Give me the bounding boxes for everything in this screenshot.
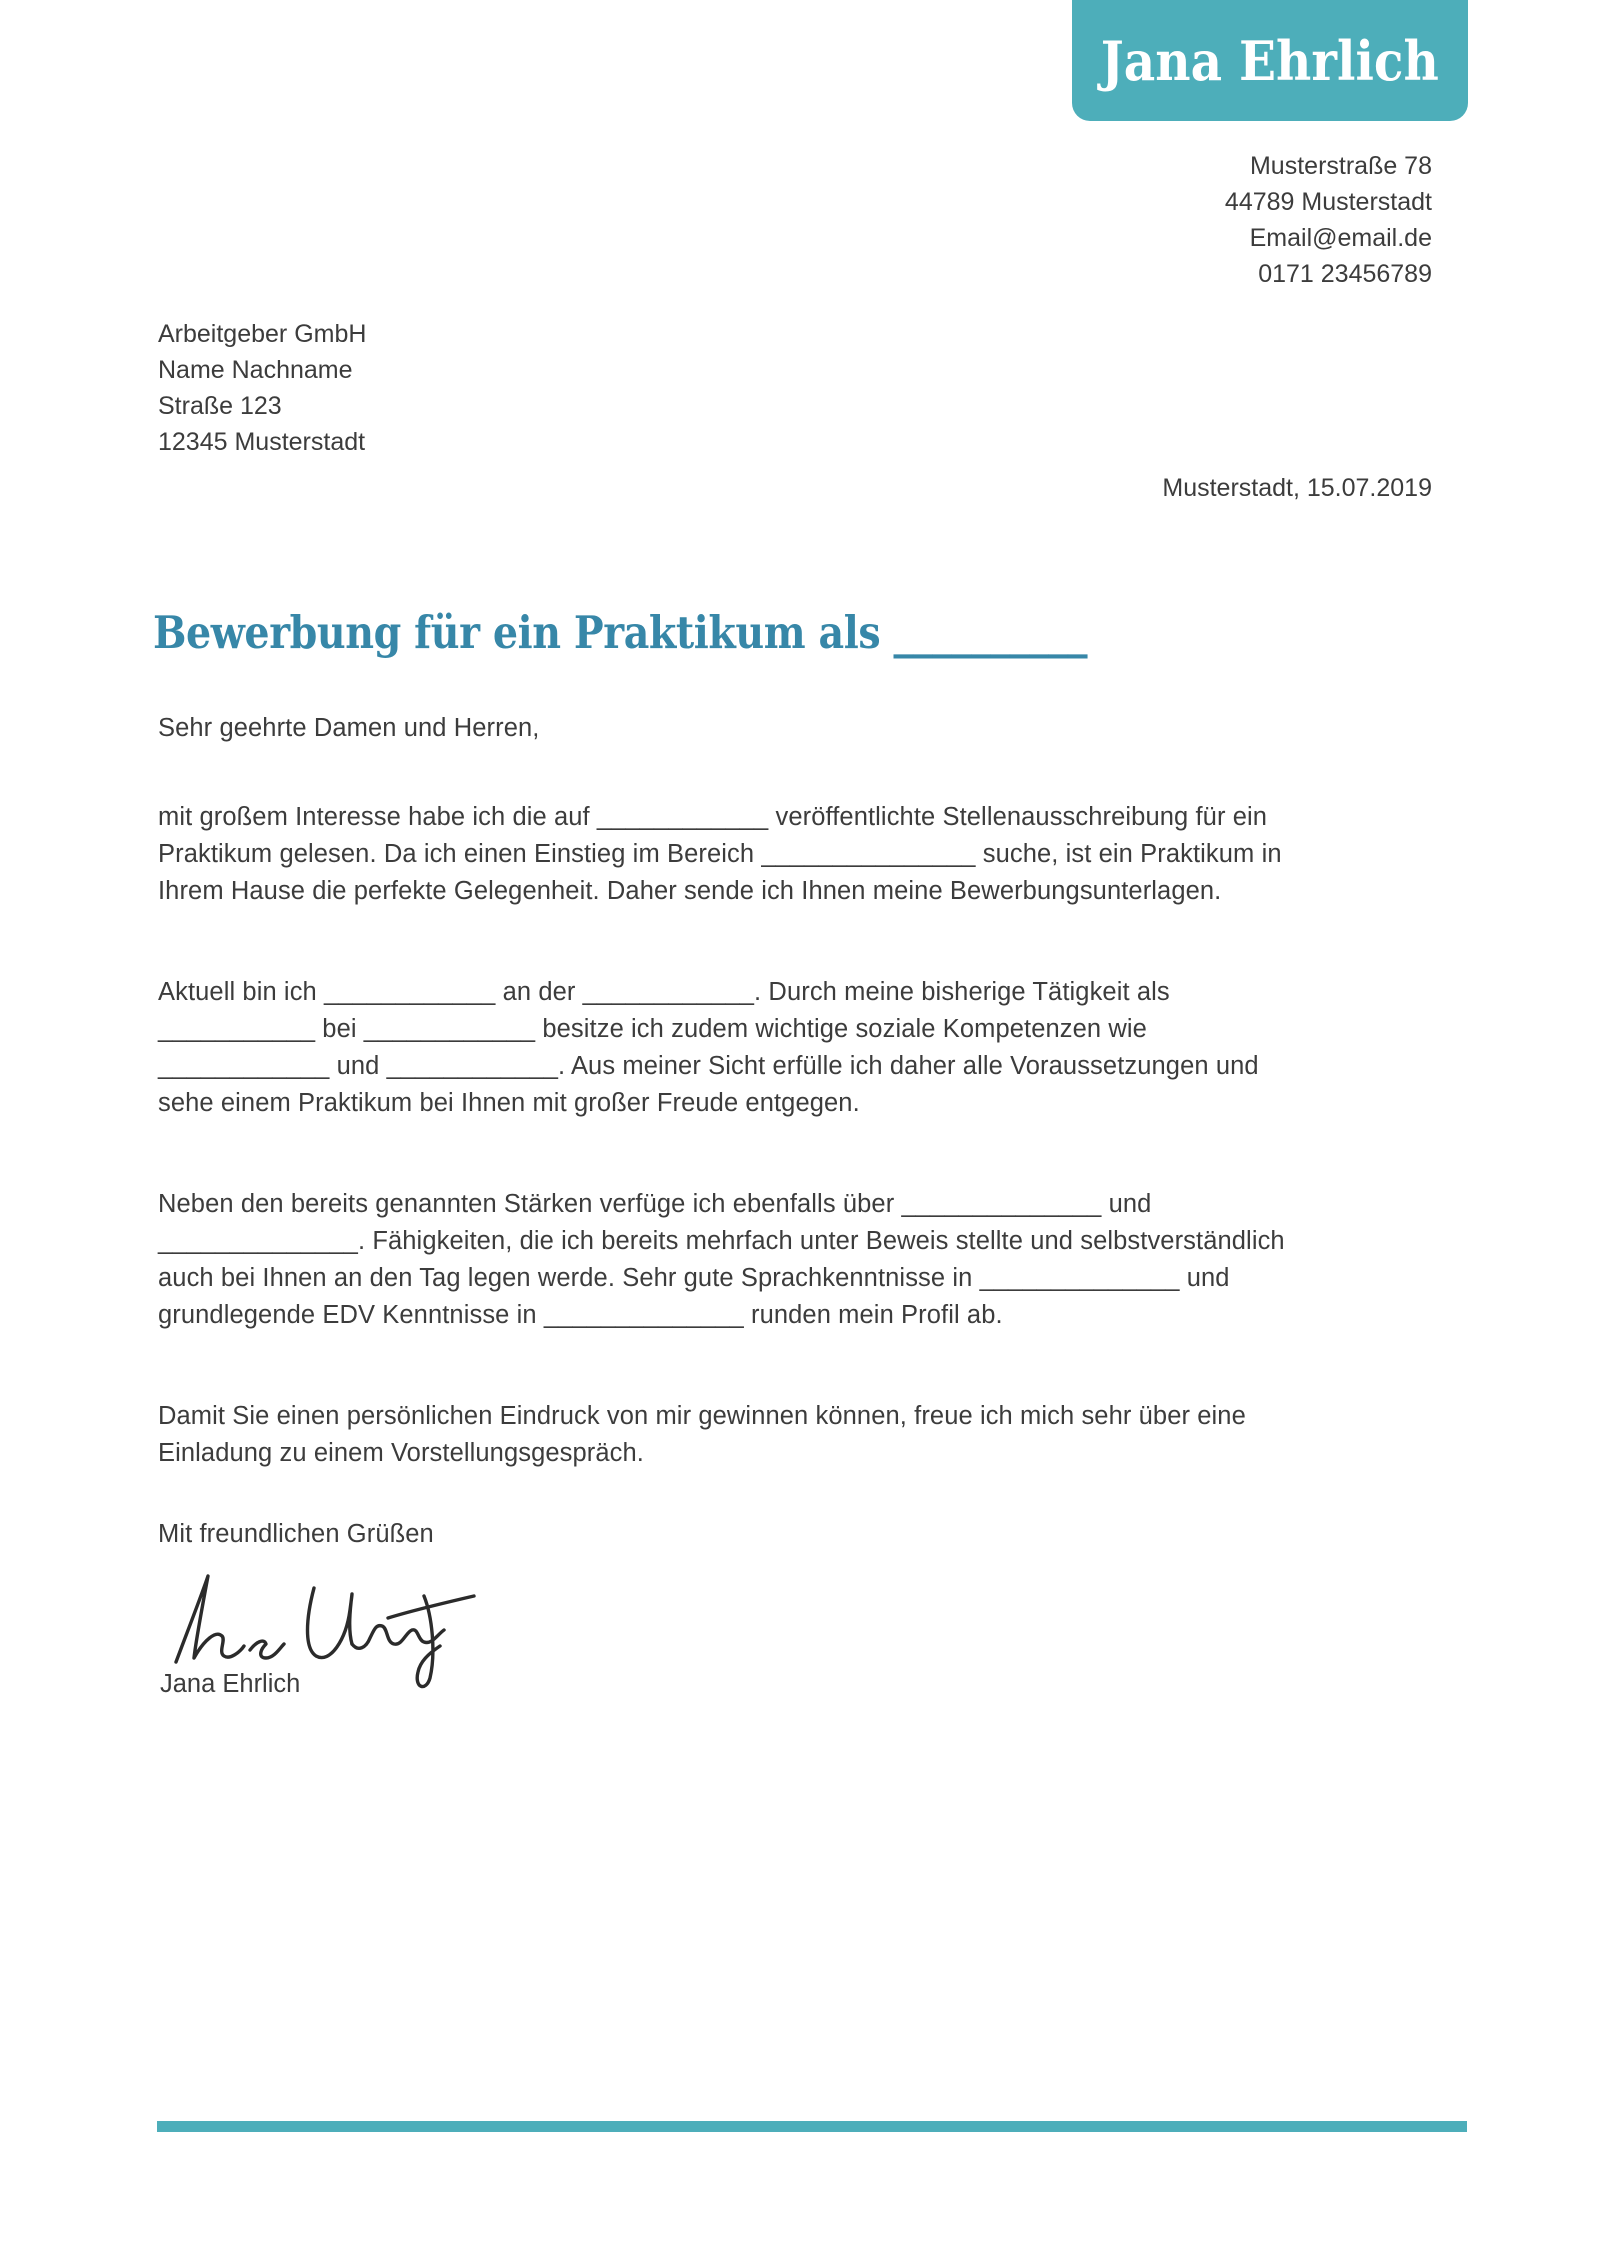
text-line: Arbeitgeber GmbH [158,320,367,348]
text-line: ______________. Fähigkeiten, die ich bereits mehrfach unter Beweis stellte und selbstverständlich [158,1227,1285,1255]
text-line: Straße 123 [158,392,282,420]
text-line: Name Nachname [158,356,353,384]
footer-accent-bar [157,2121,1467,2132]
body-paragraphs [158,799,1463,1472]
sender-address [1225,148,1432,292]
text-line: mit großem Interesse habe ich die auf ____________ veröffentlichte Stellenausschreibung für ein [158,803,1268,831]
greeting: Sehr geehrte Damen und Herren, [158,714,540,742]
text-line: grundlegende EDV Kenntnisse in ______________ runden mein Profil ab. [158,1301,1003,1329]
text-line: Damit Sie einen persönlichen Eindruck von mir gewinnen können, freue ich mich sehr über eine [158,1402,1246,1430]
text-line: 44789 Musterstadt [1224,188,1432,216]
text-line: ___________ bei ____________ besitze ich zudem wichtige soziale Kompetenzen wie [158,1015,1147,1043]
paragraph [158,1186,1463,1334]
text-line: auch bei Ihnen an den Tag legen werde. Sehr gute Sprachkenntnisse in ______________ und [158,1264,1230,1292]
text-line: Praktikum gelesen. Da ich einen Einstieg im Bereich _______________ suche, ist ein Praktikum in [158,840,1282,868]
paragraph [158,974,1463,1122]
text-line: Email@email.de [1249,224,1432,252]
text-line: Aktuell bin ich ____________ an der ____________. Durch meine bisherige Tätigkeit als [158,978,1170,1006]
date-line: Musterstadt, 15.07.2019 [1162,474,1432,502]
paragraph [158,799,1463,910]
signature-stroke [250,1641,284,1658]
signature-stroke [176,1576,244,1662]
letter-body [158,710,1463,1553]
subject-line: Bewerbung für ein Praktikum als __________ [153,606,1088,659]
text-line: Einladung zu einem Vorstellungsgespräch. [158,1439,644,1467]
name-plate-text: Jana Ehrlich [1100,28,1440,93]
name-plate [1072,0,1468,121]
text-line: sehe einem Praktikum bei Ihnen mit großer Freude entgegen. [158,1089,860,1117]
closing-line: Mit freundlichen Grüßen [158,1520,434,1548]
typed-signature-name: Jana Ehrlich [160,1670,301,1698]
text-line: Musterstraße 78 [1249,152,1432,180]
text-line: Ihrem Hause die perfekte Gelegenheit. Daher sende ich Ihnen meine Bewerbungsunterlagen. [158,877,1222,905]
text-line: ____________ und ____________. Aus meiner Sicht erfülle ich daher alle Voraussetzungen und [158,1052,1259,1080]
text-line: Neben den bereits genannten Stärken verfüge ich ebenfalls über ______________ und [158,1190,1152,1218]
recipient-address [158,316,366,460]
signature-stroke [308,1588,353,1658]
paragraph [158,1398,1463,1472]
text-line: 0171 23456789 [1258,260,1432,288]
text-line: 12345 Musterstadt [158,428,366,456]
